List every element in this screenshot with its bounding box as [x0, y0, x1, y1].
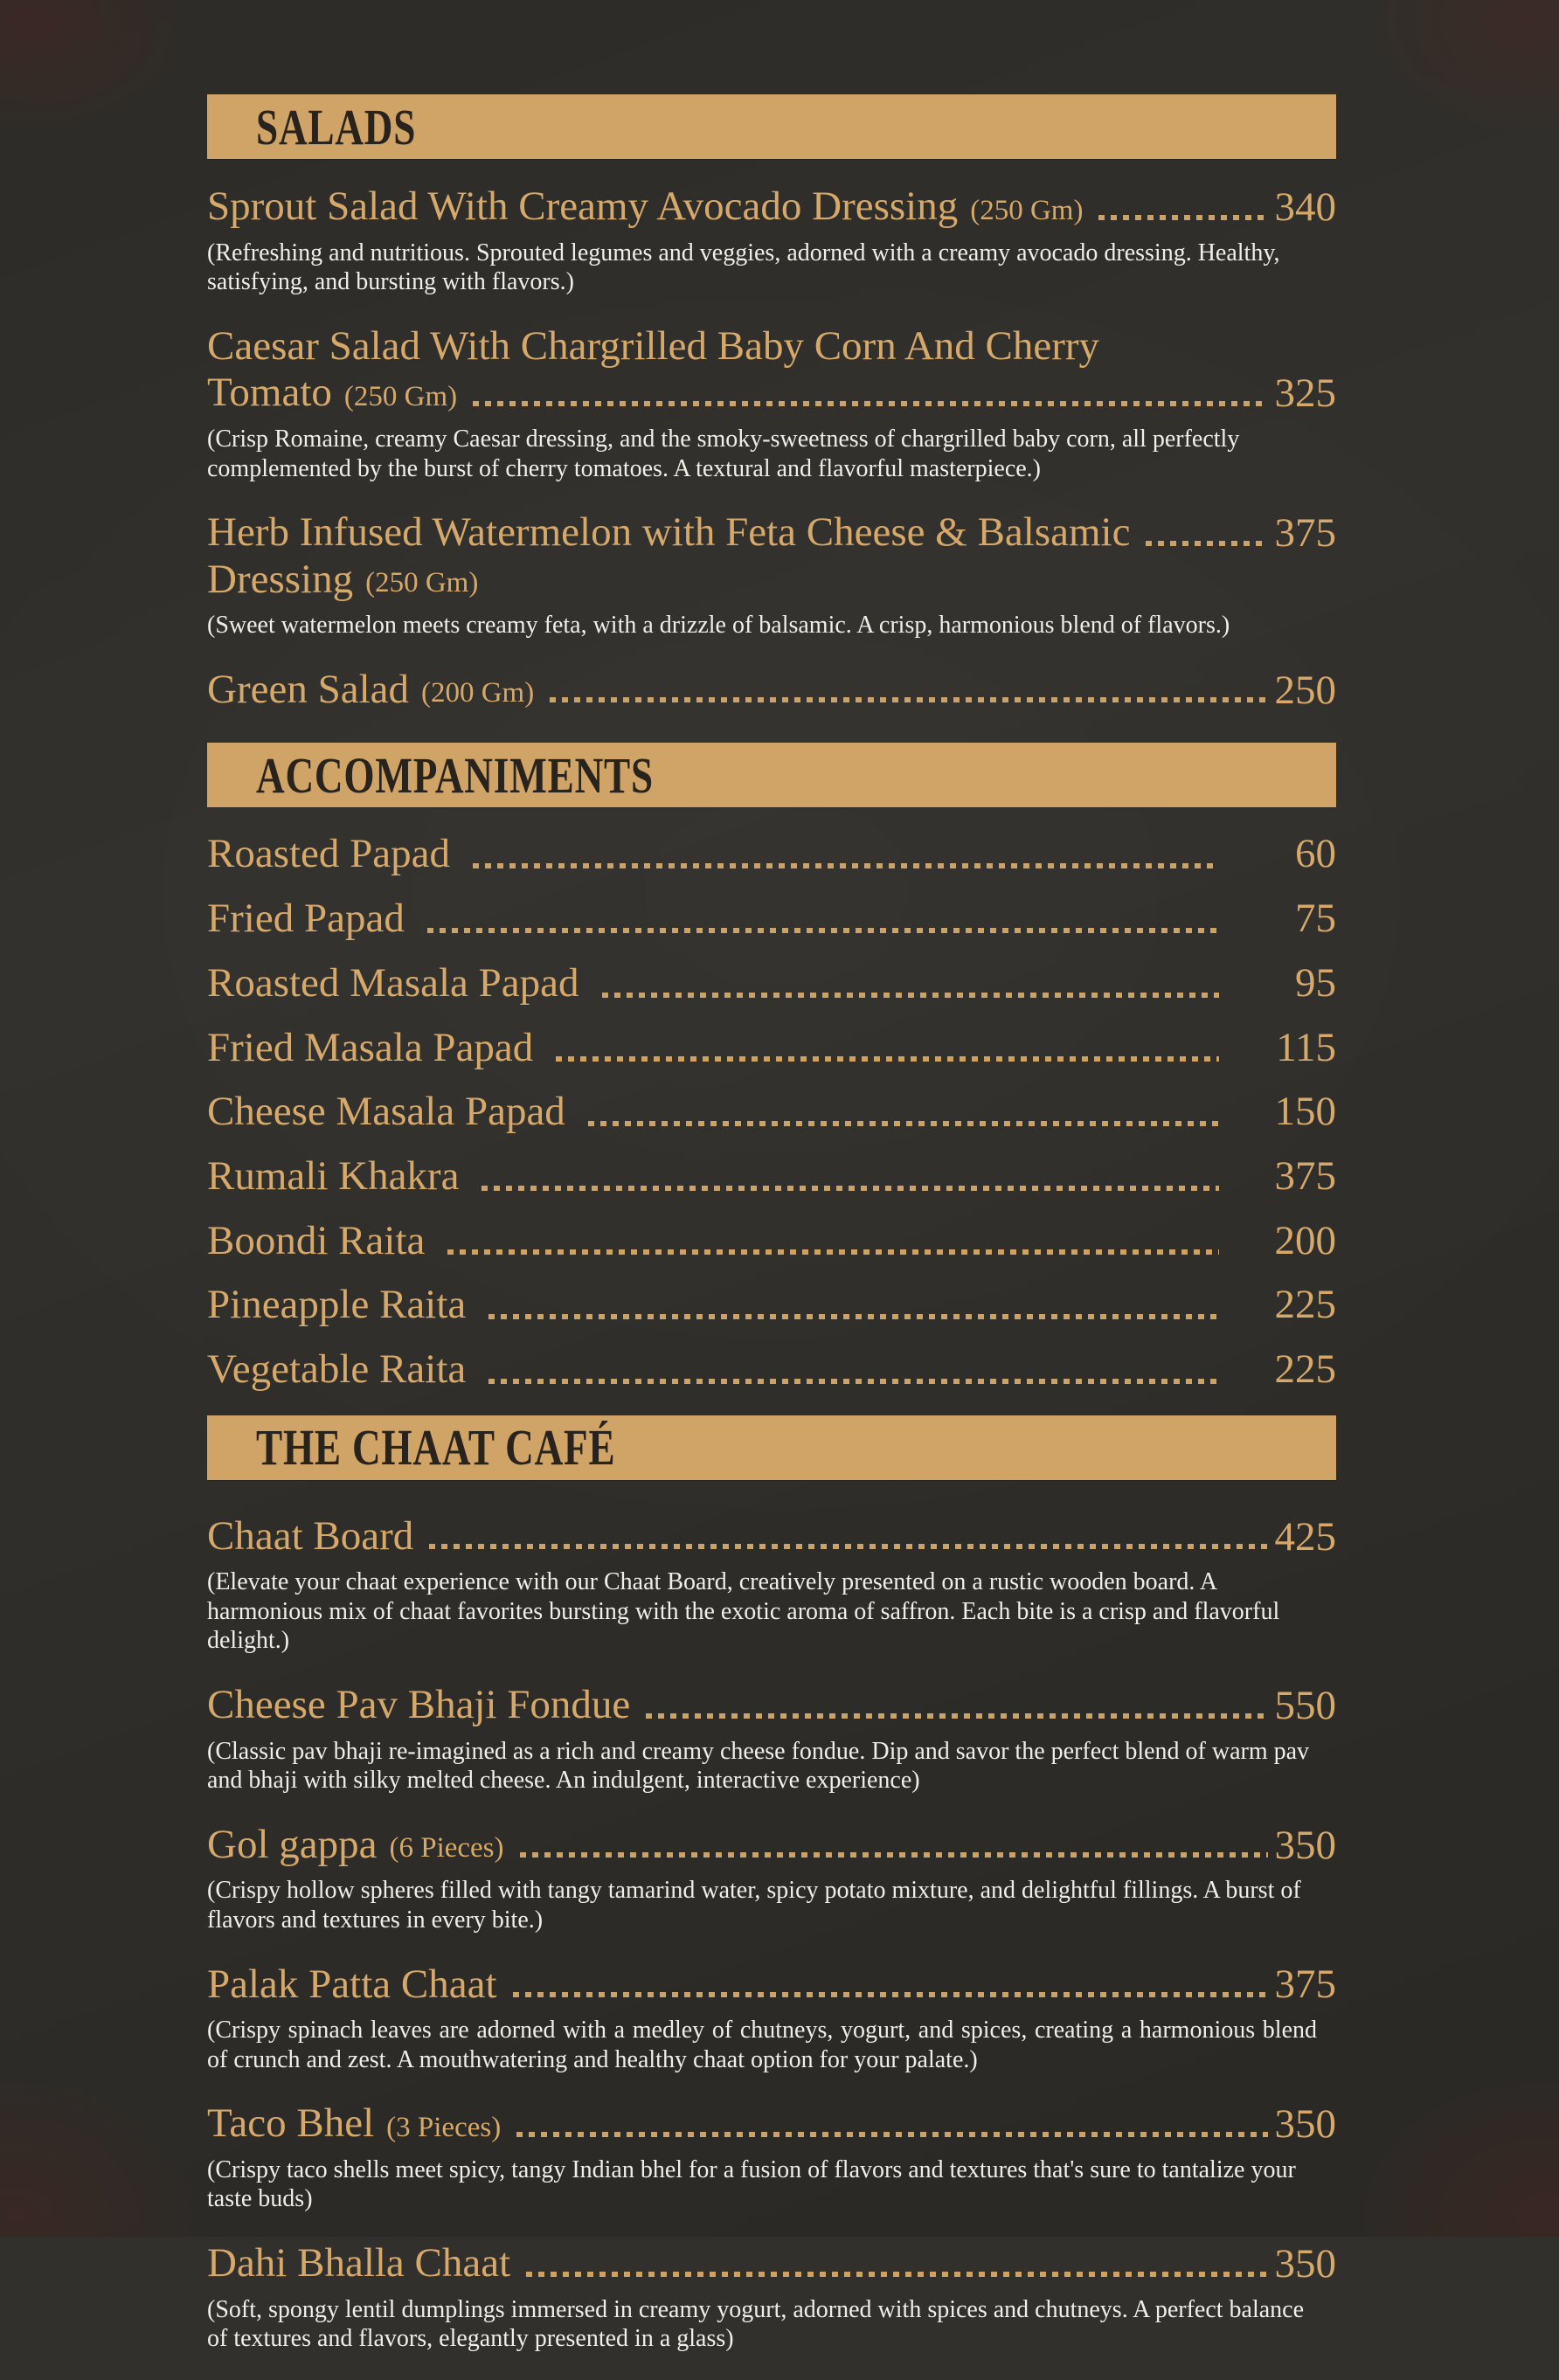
item-name: Taco Bhel [207, 2100, 375, 2147]
dotted-leader [513, 1992, 1268, 1997]
dotted-leader [526, 2272, 1267, 2277]
dotted-leader [488, 1314, 1219, 1319]
item-name: Sprout Salad With Creamy Avocado Dressing [207, 183, 959, 229]
item-price: 225 [1274, 1346, 1336, 1392]
item-price: 350 [1274, 2101, 1336, 2148]
item-name: Chaat Board [207, 1512, 414, 1559]
item-name: Pineapple Raita [207, 1282, 467, 1328]
dotted-leader [602, 993, 1219, 998]
section-header-chaat-cafe [207, 1415, 1336, 1480]
item-price: 375 [1274, 1152, 1336, 1199]
dotted-leader [1098, 215, 1267, 220]
menu-item-pineapple-raita [207, 1283, 1336, 1328]
item-price: 200 [1274, 1217, 1336, 1263]
item-size: (200 Gm) [420, 677, 535, 709]
dotted-leader [556, 1056, 1219, 1062]
item-price: 350 [1274, 2240, 1336, 2287]
item-size: (3 Pieces) [386, 2111, 502, 2143]
item-name-line1: Herb Infused Watermelon with Feta Cheese & Balsamic [207, 509, 1131, 556]
item-description: (Classic pav bhaji re-imagined as a rich and creamy cheese fondue. Dip and savor the perfect blend of warm pav and bhaji with silky melted cheese. An indulgent, interactive experience) [207, 1737, 1310, 1795]
item-name: Roasted Papad [207, 831, 451, 877]
section-title: ACCOMPANIMENTS [256, 746, 654, 804]
item-description: (Refreshing and nutritious. Sprouted legumes and veggies, adorned with a creamy avocado dressing. Healthy, satisfying, and bursting with flavors.) [207, 239, 1280, 296]
item-price: 115 [1276, 1024, 1336, 1070]
menu-item-vegetable-raita [207, 1347, 1336, 1393]
item-name: Roasted Masala Papad [207, 959, 579, 1006]
item-name: Cheese Masala Papad [207, 1089, 565, 1135]
menu-item-herb-watermelon [207, 509, 1336, 640]
item-name: Rumali Khakra [207, 1152, 460, 1199]
dotted-leader [482, 1186, 1219, 1191]
menu-item-chaat-board [207, 1513, 1336, 1656]
item-name-line1: Caesar Salad With Chargrilled Baby Corn And Cherry [207, 322, 1100, 369]
item-name: Gol gappa [207, 1821, 378, 1867]
dotted-leader [473, 863, 1219, 868]
menu-item-boondi-raita [207, 1219, 1336, 1264]
item-name: Fried Papad [207, 896, 405, 942]
menu-item-dahi-bhalla-chaat [207, 2240, 1336, 2354]
menu-item-green-salad [207, 667, 1336, 714]
item-size: (250 Gm) [365, 567, 479, 599]
item-name-line2: Tomato [207, 370, 332, 416]
menu-item-gol-gappa [207, 1822, 1336, 1935]
item-description: (Sweet watermelon meets creamy feta, with a drizzle of balsamic. A crisp, harmonious blend of flavors.) [207, 612, 1230, 640]
menu-item-fried-papad [207, 896, 1336, 942]
section-title: SALADS [256, 98, 417, 156]
dotted-leader [473, 401, 1267, 406]
item-description: (Soft, spongy lentil dumplings immersed in creamy yogurt, adorned with spices and chutneys. A perfect balance of textures and flavors, elegantly presented in a glass) [207, 2295, 1305, 2353]
item-price: 75 [1295, 896, 1336, 942]
item-name: Boondi Raita [207, 1217, 426, 1263]
dotted-leader [447, 1249, 1219, 1255]
item-price: 60 [1295, 831, 1336, 877]
menu-item-palak-patta-chaat [207, 1961, 1336, 2075]
menu-item-caesar-salad [207, 323, 1336, 483]
item-price: 550 [1274, 1682, 1336, 1728]
item-name-line2: Dressing [207, 556, 354, 602]
item-size: (6 Pieces) [389, 1832, 504, 1865]
item-description: (Crispy hollow spheres filled with tangy tamarind water, spicy potato mixture, and delightful fillings. A burst of flavors and textures in every bite.) [207, 1877, 1301, 1934]
menu-item-fried-masala-papad [207, 1026, 1336, 1071]
menu-page [207, 94, 1336, 2380]
dotted-leader [550, 697, 1267, 702]
dotted-leader [488, 1379, 1219, 1384]
item-description: (Crisp Romaine, creamy Caesar dressing, and the smoky-sweetness of chargrilled baby corn, all perfectly complemented by the burst of cherry tomatoes. A textural and flavorful masterpiece.) [207, 425, 1240, 482]
menu-item-cheese-masala-papad [207, 1090, 1336, 1135]
item-name: Green Salad [207, 666, 409, 712]
dotted-leader [1146, 541, 1267, 546]
item-size: (250 Gm) [970, 194, 1084, 226]
menu-item-roasted-masala-papad [207, 961, 1336, 1007]
item-size: (250 Gm) [343, 380, 458, 412]
section-header-accompaniments [207, 743, 1336, 807]
item-price: 375 [1274, 1961, 1336, 2008]
item-price: 350 [1274, 1822, 1336, 1868]
item-price: 340 [1274, 183, 1336, 230]
item-price: 250 [1274, 667, 1336, 713]
item-name: Vegetable Raita [207, 1346, 467, 1392]
dotted-leader [646, 1713, 1267, 1719]
menu-item-taco-bhel [207, 2100, 1336, 2214]
item-name: Fried Masala Papad [207, 1024, 534, 1070]
section-title: THE CHAAT CAFÉ [256, 1419, 616, 1477]
menu-item-sprout-salad [207, 183, 1336, 297]
item-description: (Crispy spinach leaves are adorned with a medley of chutneys, yogurt, and spices, creating a harmonious blend of crunch and zest. A mouthwatering and healthy chaat option for your palate.) [207, 2017, 1317, 2073]
section-header-salads [207, 94, 1336, 159]
menu-item-cheese-pav-bhaji-fondue [207, 1682, 1336, 1795]
item-price: 225 [1274, 1282, 1336, 1328]
menu-item-rumali-khakra [207, 1154, 1336, 1200]
menu-item-roasted-papad [207, 832, 1336, 877]
item-name: Dahi Bhalla Chaat [207, 2240, 511, 2287]
item-description: (Elevate your chaat experience with our Chaat Board, creatively presented on a rustic wooden board. A harmonious mix of chaat favorites bursting with the exotic aroma of saffron. Each bite is a crisp and flavorful delight.) [207, 1568, 1280, 1655]
dotted-leader [588, 1121, 1219, 1126]
dotted-leader [516, 2132, 1267, 2137]
item-name: Palak Patta Chaat [207, 1961, 497, 2007]
item-price: 425 [1274, 1513, 1336, 1560]
item-description: (Crispy taco shells meet spicy, tangy Indian bhel for a fusion of flavors and textures that's sure to tantalize your taste buds) [207, 2155, 1296, 2213]
dotted-leader [427, 928, 1219, 933]
item-price: 95 [1295, 959, 1336, 1006]
item-price: 375 [1274, 510, 1336, 556]
dotted-leader [429, 1544, 1267, 1549]
item-price: 325 [1274, 370, 1336, 417]
dotted-leader [520, 1852, 1268, 1858]
item-price: 150 [1274, 1089, 1336, 1135]
item-name: Cheese Pav Bhaji Fondue [207, 1681, 631, 1727]
